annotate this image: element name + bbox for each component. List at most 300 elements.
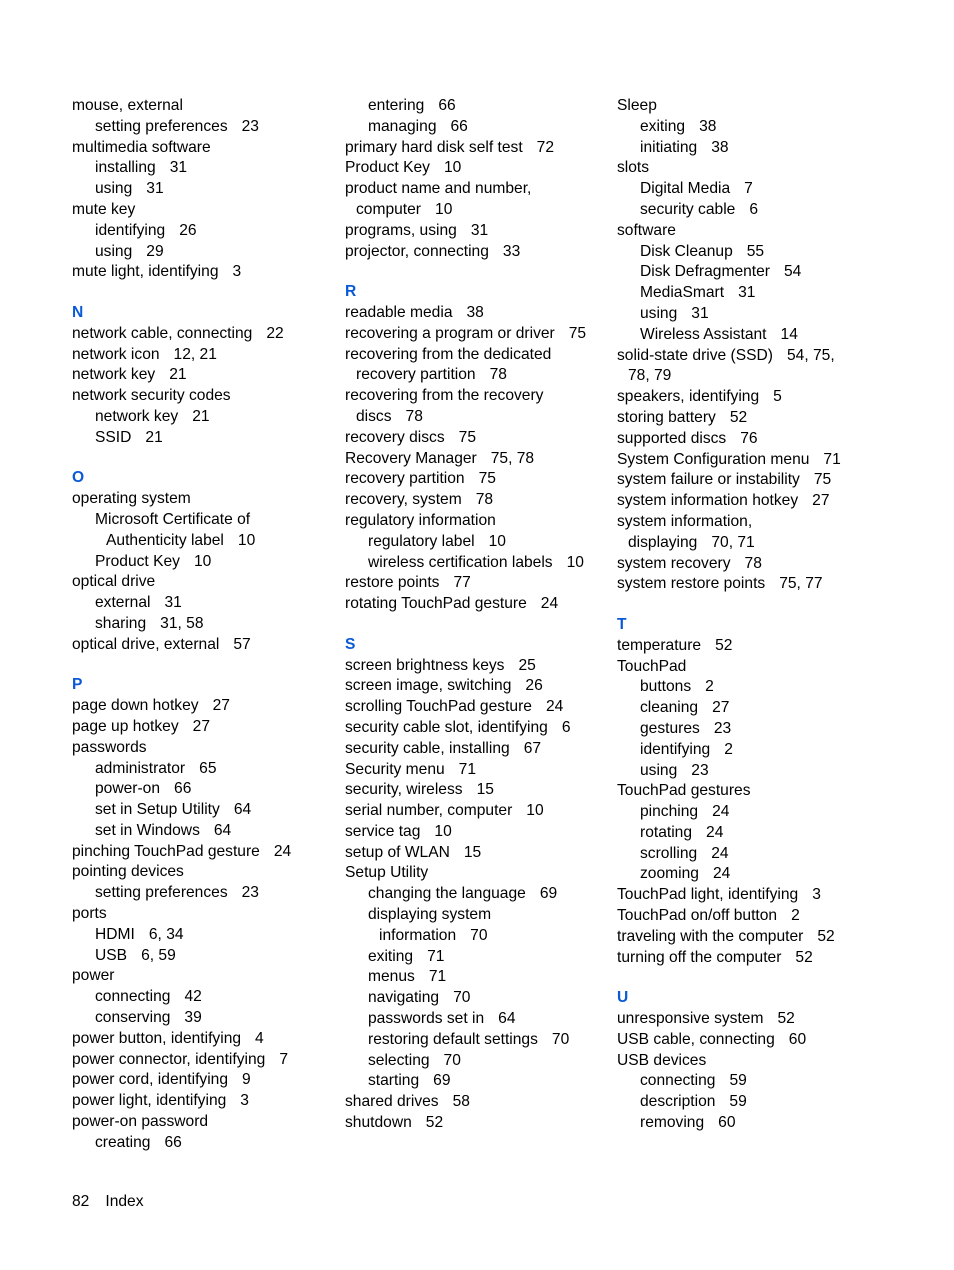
page-reference: 59 [729, 1072, 747, 1090]
entry-term: speakers, identifying [617, 388, 760, 406]
entry-term: optical drive, external [72, 635, 220, 653]
entry-term: System Configuration menu [617, 450, 810, 468]
index-subentry [617, 283, 879, 304]
index-subentry [345, 905, 607, 926]
index-subentry [72, 221, 334, 242]
entry-term: network key [72, 366, 156, 384]
entry-term: multimedia software [72, 138, 211, 156]
index-subentry [72, 1133, 334, 1154]
entry-term: readable media [345, 303, 453, 321]
page-reference: 21 [145, 428, 163, 446]
entry-term: power cord, identifying [72, 1071, 229, 1089]
index-entry [72, 200, 334, 221]
index-entry [72, 1091, 334, 1112]
page-reference: 60 [718, 1114, 736, 1132]
entry-term: page up hotkey [72, 717, 179, 735]
page-reference: 24 [712, 803, 730, 821]
index-entry [617, 221, 879, 242]
page-reference: 33 [502, 242, 521, 260]
index-column-1 [72, 96, 334, 1154]
entry-term: discs [356, 407, 392, 425]
entry-term: security, wireless [345, 781, 463, 799]
index-entry [617, 636, 879, 657]
index-entry [345, 780, 607, 801]
index-subentry [617, 138, 879, 159]
index-entry [72, 862, 334, 883]
index-subentry [345, 532, 607, 553]
page-reference: 7 [279, 1050, 288, 1068]
page-reference: 52 [715, 636, 733, 654]
index-subentry [617, 262, 879, 283]
page-reference: 12, 21 [173, 345, 217, 363]
index-entry [72, 696, 334, 717]
page-reference: 59 [729, 1093, 747, 1111]
page-reference: 67 [523, 739, 542, 757]
page-reference: 26 [179, 221, 197, 239]
entry-term: installing [95, 159, 156, 177]
index-entry [617, 781, 879, 802]
index-entry [72, 262, 334, 283]
entry-term: screen brightness keys [345, 656, 505, 674]
entry-term: passwords set in [368, 1010, 485, 1028]
page-reference: 71 [823, 450, 841, 468]
index-column-2 [345, 96, 607, 1134]
entry-term: scrolling [640, 844, 698, 862]
entry-term: serial number, computer [345, 802, 513, 820]
entry-term: setting preferences [95, 117, 228, 135]
entry-term: entering [368, 97, 425, 114]
page-reference: 10 [237, 531, 256, 549]
index-entry [617, 927, 879, 948]
page-reference: 25 [518, 656, 536, 674]
entry-term: screen image, switching [345, 677, 512, 695]
entry-term: product name and number, [345, 180, 532, 198]
index-entry [345, 676, 607, 697]
entry-term: creating [95, 1133, 151, 1151]
page-reference: 60 [788, 1030, 807, 1048]
section-letter: N [72, 303, 84, 321]
index-entry [345, 490, 607, 511]
entry-term: system recovery [617, 554, 731, 572]
page-reference: 75 [813, 471, 832, 489]
index-entry [345, 801, 607, 822]
index-entry [345, 594, 607, 615]
index-subentry [617, 844, 879, 865]
entry-term: selecting [368, 1051, 430, 1069]
entry-term: security cable [640, 200, 736, 218]
index-subentry [617, 802, 879, 823]
entry-term: MediaSmart [640, 284, 725, 302]
entry-term: mute key [72, 200, 136, 218]
index-subentry [617, 740, 879, 761]
index-entry [617, 429, 879, 450]
entry-term: shutdown [345, 1114, 412, 1132]
page-reference: 10 [566, 553, 584, 571]
index-entry [345, 760, 607, 781]
page-reference: 10 [434, 822, 452, 840]
entry-term: setup of WLAN [345, 843, 450, 861]
entry-term: using [640, 761, 678, 779]
index-subentry [72, 779, 334, 800]
page-reference: 26 [525, 677, 543, 695]
page-reference: 3 [812, 886, 821, 904]
page-reference: 7 [744, 180, 753, 198]
section-letter: T [617, 615, 627, 633]
index-subentry [72, 821, 334, 842]
entry-term: USB devices [617, 1051, 707, 1069]
index-entry [617, 512, 879, 533]
page-reference: 27 [712, 699, 730, 717]
index-entry [345, 511, 607, 532]
page-reference: 31 [164, 594, 182, 612]
entry-term: exiting [368, 947, 414, 965]
entry-term: power light, identifying [72, 1092, 227, 1110]
entry-term: SSID [95, 428, 132, 446]
page-reference: 78 [489, 366, 507, 384]
page-reference: 15 [463, 843, 482, 861]
page-reference: 23 [241, 884, 259, 902]
index-entry [345, 1113, 607, 1134]
index-subentry [345, 884, 607, 905]
index-entry [345, 573, 607, 594]
index-subentry [617, 864, 879, 885]
page-reference: 52 [795, 948, 813, 966]
entry-term: gestures [640, 719, 700, 737]
entry-term: ports [72, 905, 107, 923]
index-entry-continuation [345, 365, 607, 386]
entry-term: 78, 79 [628, 367, 672, 385]
index-entry [345, 324, 607, 345]
index-subentry [72, 428, 334, 449]
entry-term: cleaning [640, 699, 699, 717]
page-reference: 24 [712, 865, 731, 883]
entry-term: administrator [95, 759, 186, 777]
page-reference: 70 [453, 989, 471, 1007]
index-subentry [345, 117, 607, 138]
entry-term: changing the language [368, 885, 526, 903]
page-reference: 31 [470, 221, 489, 239]
index-subentry [617, 698, 879, 719]
page-reference: 31 [691, 304, 709, 322]
page-reference: 6, 34 [148, 925, 184, 943]
page-reference: 24 [273, 842, 292, 860]
index-subentry [617, 719, 879, 740]
entry-term: TouchPad [617, 657, 687, 675]
entry-term: rotating [640, 823, 693, 841]
page-reference: 66 [164, 1133, 182, 1151]
page-reference: 21 [169, 366, 187, 384]
entry-term: system failure or instability [617, 471, 800, 489]
index-entry [345, 242, 607, 263]
page-reference: 55 [746, 242, 765, 260]
page-reference: 31 [146, 180, 164, 198]
entry-term: network security codes [72, 387, 231, 405]
index-entry [72, 717, 334, 738]
entry-term: Microsoft Certificate of [95, 510, 251, 528]
entry-term: wireless certification labels [368, 553, 553, 571]
entry-term: USB [95, 946, 128, 964]
index-entry [72, 635, 334, 656]
index-entry [617, 885, 879, 906]
index-entry-continuation [617, 366, 879, 387]
page-reference: 78 [744, 554, 762, 572]
entry-term: power button, identifying [72, 1029, 242, 1047]
index-subentry [72, 925, 334, 946]
entry-term: recovery partition [345, 470, 465, 488]
index-entry [617, 96, 879, 117]
entry-term: TouchPad light, identifying [617, 886, 799, 904]
entry-term: identifying [95, 221, 166, 239]
page-reference: 27 [812, 492, 830, 510]
index-entry [72, 1050, 334, 1071]
entry-term: setting preferences [95, 884, 228, 902]
page-reference: 31, 58 [160, 614, 204, 632]
page-reference: 64 [498, 1010, 516, 1028]
page-reference: 54, 75, [786, 346, 835, 364]
entry-term: recovery discs [345, 428, 445, 446]
index-entry [72, 96, 334, 117]
page-reference: 76 [740, 429, 758, 447]
page-reference: 75 [568, 324, 587, 342]
index-entry-continuation [345, 407, 607, 428]
entry-term: Disk Cleanup [640, 242, 733, 260]
entry-term: pinching TouchPad gesture [72, 842, 260, 860]
page-reference: 10 [443, 159, 462, 177]
entry-term: security cable, installing [345, 739, 510, 757]
entry-term: Product Key [345, 159, 430, 177]
index-entry [617, 1009, 879, 1030]
index-entry [345, 863, 607, 884]
page-reference: 24 [706, 823, 724, 841]
page-reference: 27 [212, 697, 230, 715]
page-reference: 72 [536, 138, 555, 156]
page-reference: 38 [699, 117, 717, 135]
page-reference: 77 [453, 574, 471, 592]
page-reference: 2 [724, 740, 733, 758]
page-reference: 10 [526, 802, 544, 820]
page-reference: 23 [713, 719, 732, 737]
entry-term: programs, using [345, 221, 457, 239]
index-entry [617, 1051, 879, 1072]
entry-term: zooming [640, 865, 699, 883]
page-reference: 6 [561, 718, 571, 736]
index-subentry [617, 179, 879, 200]
index-entry [72, 386, 334, 407]
entry-term: storing battery [617, 408, 716, 426]
index-entry [72, 738, 334, 759]
index-subentry [72, 759, 334, 780]
index-entry [72, 324, 334, 345]
entry-term: page down hotkey [72, 697, 199, 715]
entry-term: system restore points [617, 575, 766, 593]
entry-term: network icon [72, 345, 160, 363]
entry-term: mute light, identifying [72, 263, 219, 281]
page-reference: 75 [478, 470, 496, 488]
page-reference: 21 [192, 407, 210, 425]
index-subentry [617, 325, 879, 346]
page-reference: 6, 59 [141, 946, 176, 964]
section-letter: S [345, 635, 356, 653]
index-entry [345, 303, 607, 324]
page-reference: 22 [266, 324, 284, 342]
index-entry [617, 948, 879, 969]
entry-term: regulatory label [368, 532, 475, 550]
entry-term: computer [356, 200, 422, 218]
page-reference: 57 [233, 635, 251, 653]
entry-term: using [640, 304, 678, 322]
index-subentry [72, 242, 334, 263]
page-footer [72, 1192, 144, 1213]
index-subentry [617, 677, 879, 698]
index-entry [345, 221, 607, 242]
index-entry-continuation [345, 200, 607, 221]
index-subentry [345, 1009, 607, 1030]
index-entry [72, 572, 334, 593]
index-subentry [345, 947, 607, 968]
entry-term: recovering from the recovery [345, 387, 544, 405]
entry-term: HDMI [95, 925, 135, 943]
index-subentry [345, 967, 607, 988]
entry-term: rotating TouchPad gesture [345, 595, 527, 613]
index-entry [345, 843, 607, 864]
page-reference: 71 [428, 968, 447, 986]
index-entry [345, 822, 607, 843]
index-entry [72, 345, 334, 366]
entry-term: sharing [95, 614, 147, 632]
footer-label: Index [105, 1193, 144, 1210]
entry-term: connecting [640, 1072, 716, 1090]
index-subentry [72, 179, 334, 200]
index-subentry [617, 1092, 879, 1113]
entry-term: recovery, system [345, 491, 462, 509]
page-reference: 38 [711, 138, 729, 156]
index-subentry [617, 242, 879, 263]
entry-term: recovering from the dedicated [345, 345, 552, 363]
index-subentry [72, 117, 334, 138]
page-reference: 3 [240, 1092, 249, 1110]
page-reference: 24 [540, 595, 559, 613]
section-letter: U [617, 989, 629, 1007]
page-reference: 2 [705, 678, 714, 696]
index-entry [345, 697, 607, 718]
entry-term: displaying [628, 533, 698, 551]
entry-term: network cable, connecting [72, 324, 253, 342]
index-subentry [72, 987, 334, 1008]
entry-term: Authenticity label [106, 531, 224, 549]
entry-term: set in Windows [95, 821, 200, 839]
index-subentry [345, 96, 607, 117]
entry-term: buttons [640, 678, 692, 696]
page-reference: 78 [475, 491, 494, 509]
page-reference: 3 [232, 263, 242, 281]
index-subentry [72, 510, 334, 531]
entry-term: navigating [368, 989, 440, 1007]
index-entry [345, 469, 607, 490]
entry-term: Security menu [345, 760, 445, 778]
entry-term: Product Key [95, 552, 180, 570]
entry-term: external [95, 594, 151, 612]
index-entry [72, 1029, 334, 1050]
entry-term: system information hotkey [617, 492, 799, 510]
index-entry [345, 718, 607, 739]
page-reference: 29 [146, 242, 164, 260]
entry-term: TouchPad gestures [617, 782, 751, 800]
page-reference: 52 [729, 408, 748, 426]
index-entry [617, 387, 879, 408]
page-reference: 39 [184, 1009, 202, 1027]
index-subentry [345, 988, 607, 1009]
index-column-3 [617, 96, 879, 1134]
entry-term: Setup Utility [345, 864, 429, 882]
index-entry [345, 449, 607, 470]
entry-term: passwords [72, 738, 147, 756]
section-letter: R [345, 283, 357, 301]
index-entry [345, 739, 607, 760]
page-number: 82 [72, 1193, 90, 1210]
entry-term: slots [617, 159, 650, 177]
index-entry [345, 158, 607, 179]
index-entry [345, 1092, 607, 1113]
index-entry-continuation [617, 533, 879, 554]
entry-term: pointing devices [72, 863, 184, 881]
page-reference: 9 [242, 1071, 251, 1089]
entry-term: primary hard disk self test [345, 138, 523, 156]
page-reference: 24 [545, 698, 564, 716]
index-subentry [72, 593, 334, 614]
index-entry [617, 491, 879, 512]
page-reference: 2 [791, 907, 800, 925]
page-reference: 15 [476, 781, 494, 799]
index-subentry [72, 158, 334, 179]
page-reference: 31 [169, 159, 188, 177]
index-subentry [617, 117, 879, 138]
index-subentry [617, 1113, 879, 1134]
index-entry [617, 470, 879, 491]
page-reference: 42 [184, 988, 202, 1006]
entry-term: identifying [640, 740, 711, 758]
entry-term: operating system [72, 490, 191, 508]
entry-term: Recovery Manager [345, 449, 477, 467]
page-reference: 70 [551, 1030, 570, 1048]
index-entry [345, 386, 607, 407]
entry-term: software [617, 221, 676, 239]
page-reference: 64 [233, 801, 252, 819]
index-entry [617, 450, 879, 471]
entry-term: pinching [640, 803, 699, 821]
page-reference: 66 [438, 97, 456, 114]
entry-term: conserving [95, 1009, 171, 1027]
page-reference: 52 [777, 1010, 795, 1028]
index-entry [617, 574, 879, 595]
index-subentry [345, 553, 607, 574]
page-reference: 75 [458, 428, 477, 446]
index-entry [72, 842, 334, 863]
page-reference: 78 [405, 407, 423, 425]
index-subentry [617, 761, 879, 782]
index-entry [345, 345, 607, 366]
entry-term: mouse, external [72, 97, 183, 114]
page-reference: 75, 77 [779, 575, 823, 593]
page-reference: 23 [691, 761, 709, 779]
page-reference: 5 [773, 388, 782, 406]
page-reference: 71 [458, 760, 477, 778]
index-entry [617, 346, 879, 367]
page-reference: 14 [780, 325, 798, 343]
index-entry-continuation [345, 926, 607, 947]
page-reference: 10 [488, 532, 506, 550]
index-entry [72, 138, 334, 159]
index-entry [72, 489, 334, 510]
